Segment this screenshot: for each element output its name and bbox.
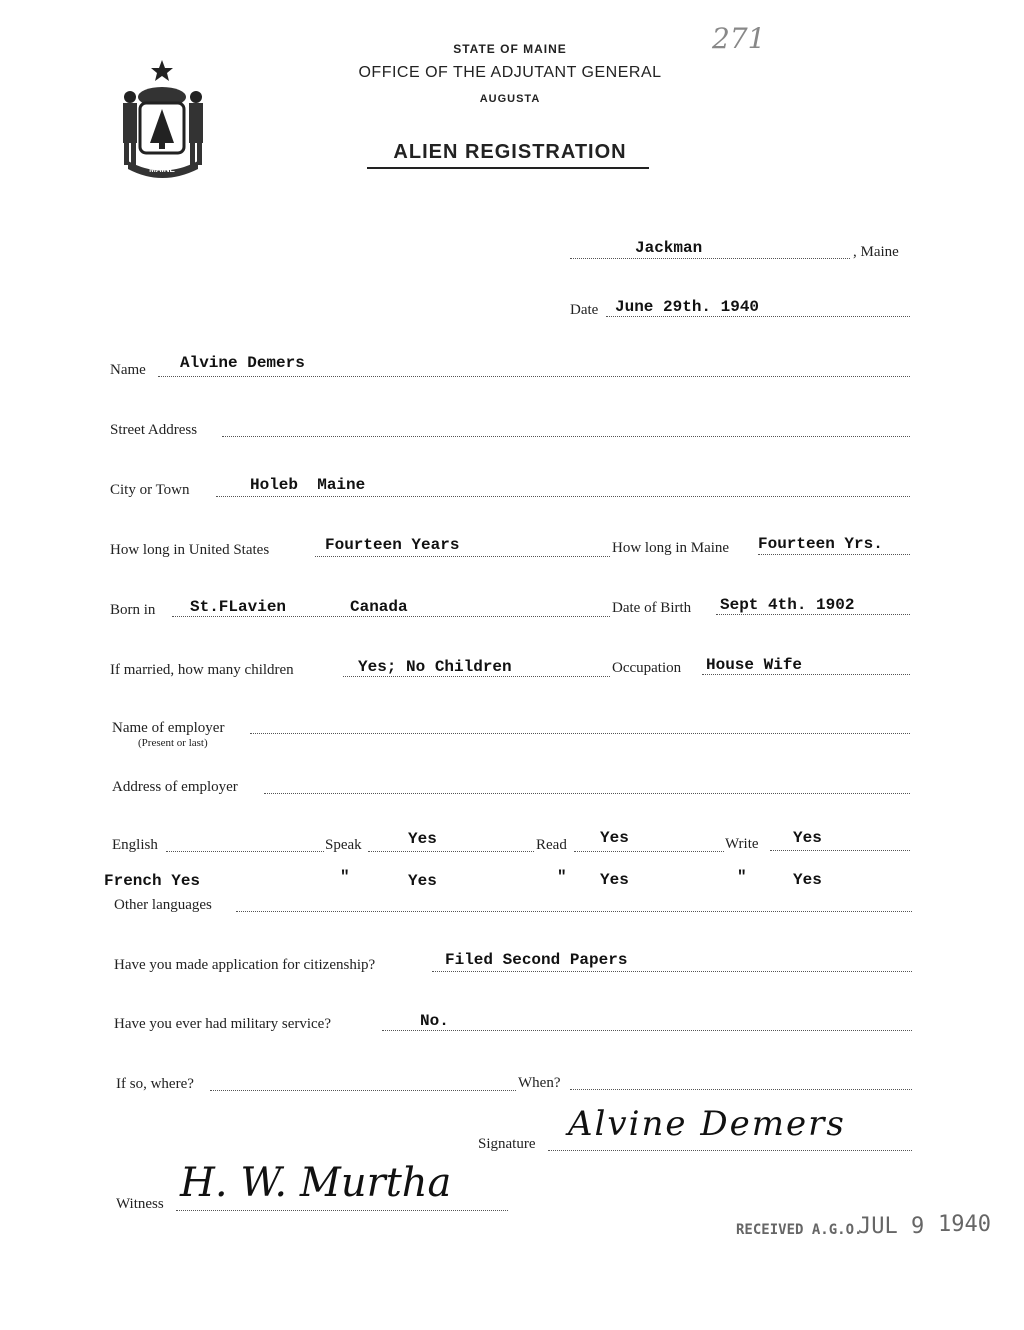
city-label: City or Town (110, 482, 190, 498)
other-languages-line (236, 911, 912, 912)
date-label: Date (570, 302, 599, 318)
when-label: When? (518, 1075, 561, 1091)
citizenship-value: Filed Second Papers (445, 951, 628, 969)
ditto-mark-speak: " (340, 868, 350, 886)
city-line (216, 496, 910, 497)
children-line (343, 676, 610, 677)
other-language-typed: French Yes (104, 872, 201, 890)
form-title: ALIEN REGISTRATION (393, 141, 627, 163)
military-value: No. (420, 1012, 449, 1030)
occupation-value: House Wife (706, 656, 803, 674)
witness-label: Witness (116, 1196, 164, 1212)
maine-duration-label: How long in Maine (612, 540, 730, 556)
file-number: 271 (712, 22, 766, 55)
dob-value: Sept 4th. 1902 (720, 596, 855, 614)
born-in-place: St.FLavien (190, 598, 287, 616)
occupation-label: Occupation (612, 660, 682, 676)
where-label: If so, where? (116, 1076, 194, 1092)
citizenship-label: Have you made application for citizenship? (114, 957, 376, 973)
children-label: If married, how many children (110, 662, 294, 678)
citizenship-line (432, 971, 912, 972)
us-duration-value: Fourteen Years (325, 536, 460, 554)
english-write-value: Yes (793, 829, 822, 847)
maine-duration-value: Fourteen Yrs. (758, 535, 883, 553)
read-label: Read (536, 837, 567, 853)
when-line (570, 1089, 912, 1090)
employer-address-label: Address of employer (112, 779, 238, 795)
other-languages-label: Other languages (114, 897, 212, 913)
employer-name-label: Name of employer (112, 720, 225, 736)
received-stamp-date: JUL 9 (858, 1214, 925, 1239)
english-speak-value: Yes (408, 830, 437, 848)
name-label: Name (110, 362, 146, 378)
street-line (222, 436, 910, 437)
born-in-label: Born in (110, 602, 156, 618)
name-line (158, 376, 910, 377)
read-line (574, 851, 724, 852)
born-in-country: Canada (350, 598, 408, 616)
state-seal-icon (110, 55, 220, 180)
born-in-line (172, 616, 610, 617)
witness-value: H. W. Murtha (180, 1160, 452, 1206)
employer-name-line (250, 733, 910, 734)
military-line (382, 1030, 912, 1031)
speak-label: Speak (325, 837, 362, 853)
english-label: English (112, 837, 158, 853)
received-stamp-year: 1940 (938, 1212, 991, 1237)
ditto-mark-write: " (737, 868, 747, 886)
date-line (606, 316, 910, 317)
location-value: Jackman (635, 239, 703, 257)
maine-duration-line (758, 554, 910, 555)
office-heading: OFFICE OF THE ADJUTANT GENERAL (358, 64, 662, 81)
employer-address-line (264, 793, 910, 794)
other-speak-value: Yes (408, 872, 437, 890)
military-label: Have you ever had military service? (114, 1016, 331, 1032)
name-value: Alvine Demers (180, 354, 305, 372)
us-duration-label: How long in United States (110, 542, 270, 558)
location-line (570, 258, 850, 259)
title-underline (367, 167, 649, 169)
occupation-line (702, 674, 910, 675)
employer-name-sublabel: (Present or last) (138, 737, 208, 749)
children-value: Yes; No Children (358, 658, 512, 676)
write-label: Write (725, 836, 759, 852)
where-line (210, 1090, 516, 1091)
date-value: June 29th. 1940 (615, 298, 760, 316)
city-value: Holeb Maine (250, 476, 366, 494)
street-label: Street Address (110, 422, 198, 438)
english-read-value: Yes (600, 829, 629, 847)
seal-ribbon-text: MAINE (149, 165, 175, 174)
signature-label: Signature (478, 1136, 536, 1152)
location-suffix: , Maine (853, 244, 899, 260)
other-write-value: Yes (793, 871, 822, 889)
dob-line (716, 614, 910, 615)
speak-line (368, 851, 534, 852)
received-stamp-text: RECEIVED A.G.O. (736, 1222, 863, 1238)
city-heading: AUGUSTA (479, 93, 541, 105)
write-line (770, 850, 910, 851)
dob-label: Date of Birth (612, 600, 692, 616)
english-line (166, 851, 324, 852)
ditto-mark-read: " (557, 868, 567, 886)
other-read-value: Yes (600, 871, 629, 889)
signature-value: Alvine Demers (568, 1104, 846, 1144)
us-duration-line (315, 556, 610, 557)
witness-line (176, 1210, 508, 1211)
state-heading: STATE OF MAINE (453, 42, 567, 56)
signature-line (548, 1150, 912, 1151)
